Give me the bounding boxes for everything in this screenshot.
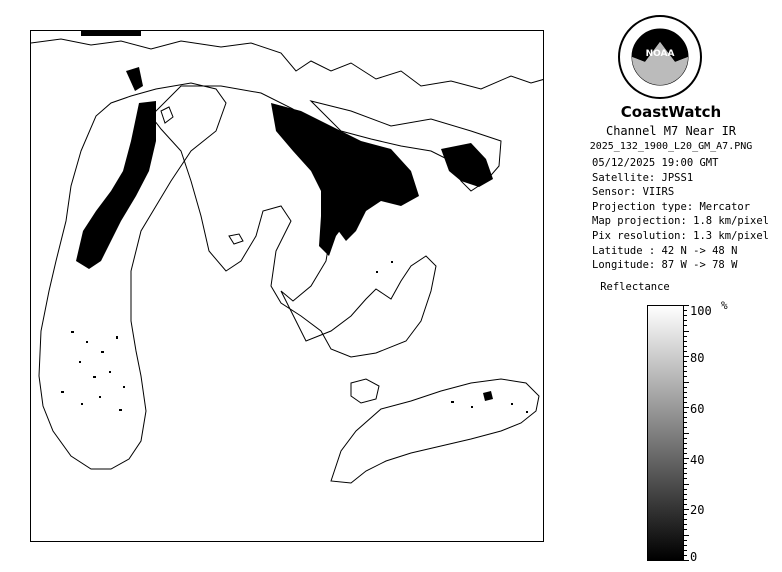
tick-label-20: 20 xyxy=(690,503,705,517)
filename-label: 2025_132_1900_L20_GM_A7.PNG xyxy=(589,141,753,152)
unit-label: % xyxy=(721,299,728,312)
datetime-label: 05/12/2025 19:00 GMT xyxy=(592,157,719,169)
coastwatch-title: CoastWatch xyxy=(620,103,722,121)
tick-label-40: 40 xyxy=(690,453,705,467)
island-outline xyxy=(229,234,243,244)
tick-label-0: 0 xyxy=(690,550,698,564)
longitude-label: Longitude: 87 W -> 78 W xyxy=(592,259,738,272)
coastline-map xyxy=(31,31,544,542)
dark-region-erie-spot xyxy=(483,391,493,401)
satellite-map xyxy=(30,30,544,542)
map-projection-label: Map projection: 1.8 km/pixel xyxy=(592,215,770,228)
dark-region-west xyxy=(76,101,156,269)
pix-resolution-label: Pix resolution: 1.3 km/pixel xyxy=(592,229,770,242)
latitude-label: Latitude : 42 N -> 48 N xyxy=(592,244,738,257)
channel-label: Channel M7 Near IR xyxy=(605,124,737,138)
dark-region-east xyxy=(441,143,493,187)
svg-text:NOAA: NOAA xyxy=(645,49,675,59)
island-outline-2 xyxy=(161,107,173,123)
colorbar-ticks xyxy=(684,305,744,564)
reflectance-colorbar xyxy=(647,305,684,561)
tick-label-80: 80 xyxy=(690,351,705,365)
dark-region-west-strip xyxy=(126,67,143,91)
image-metadata xyxy=(592,156,769,273)
dark-region-central xyxy=(319,181,351,256)
projection-type-label: Projection type: Mercator xyxy=(592,200,751,213)
tick-label-60: 60 xyxy=(690,402,705,416)
lake-erie-shoreline xyxy=(331,379,539,483)
lake-superior-shoreline xyxy=(31,39,544,89)
noaa-logo-icon xyxy=(617,14,703,100)
sensor-label: Sensor: VIIRS xyxy=(592,186,675,199)
legend-title: Reflectance xyxy=(600,281,670,293)
dark-region-small xyxy=(81,31,141,36)
tick-label-100: 100 xyxy=(690,304,712,318)
lake-st-clair-shoreline xyxy=(351,379,379,403)
satellite-label: Satellite: JPSS1 xyxy=(592,171,694,184)
